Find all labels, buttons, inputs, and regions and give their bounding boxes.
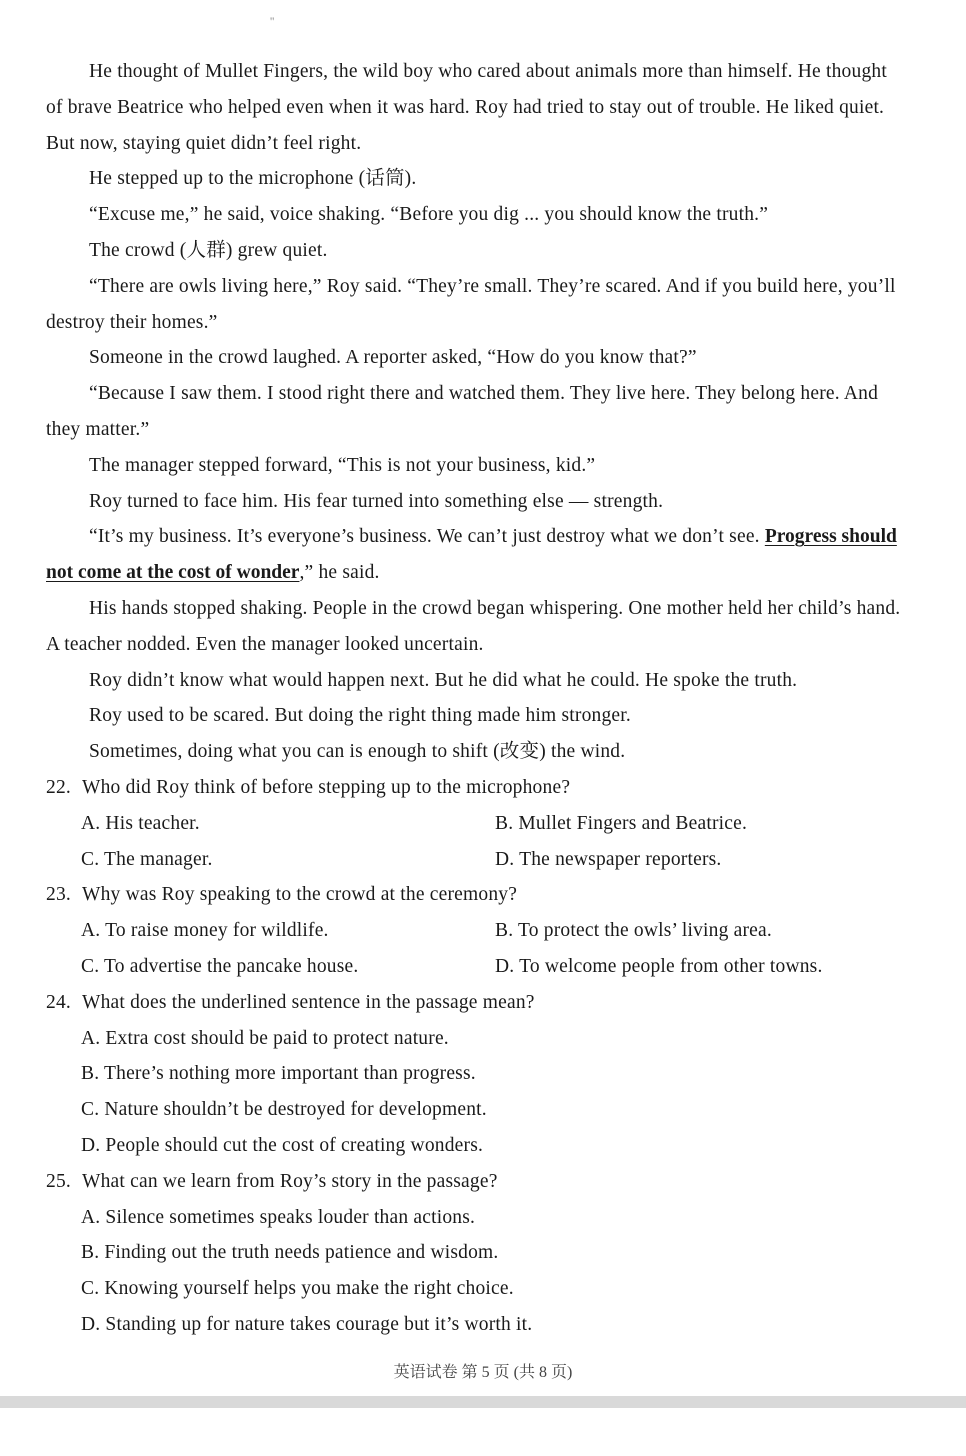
- question-text: Who did Roy think of before stepping up to the microphone?: [82, 776, 571, 798]
- option-c: C. Knowing yourself helps you make the right choice.: [81, 1278, 514, 1300]
- option-b: B. Mullet Fingers and Beatrice.: [495, 812, 748, 834]
- passage-paragraph: Roy turned to face him. His fear turned into something else — strength.: [89, 490, 664, 512]
- passage-paragraph: Sometimes, doing what you can is enough to shift (改变) the wind.: [89, 741, 626, 763]
- option-d: D. The newspaper reporters.: [495, 848, 722, 870]
- passage-paragraph: “There are owls living here,” Roy said. “They’re small. They’re scared. And if you build here, you’ll destroy their homes.”: [46, 275, 896, 333]
- question-text: Why was Roy speaking to the crowd at the ceremony?: [82, 884, 518, 906]
- question-22: [46, 770, 906, 806]
- option-c: C. To advertise the pancake house.: [81, 955, 359, 977]
- question-number: 24.: [46, 991, 71, 1013]
- passage-paragraph: He stepped up to the microphone (话筒).: [89, 168, 417, 190]
- question-number: 23.: [46, 884, 71, 906]
- blank-area: [0, 1408, 966, 1456]
- passage-paragraph: His hands stopped shaking. People in the crowd began whispering. One mother held her child’s hand. A teacher nodded. Even the manager looked uncertain.: [46, 597, 901, 655]
- passage-text: ,” he said.: [299, 562, 380, 584]
- options-22: [81, 806, 906, 878]
- reading-content: [46, 54, 906, 1343]
- option-d: D. Standing up for nature takes courage but it’s worth it.: [81, 1313, 533, 1335]
- option-d: D. To welcome people from other towns.: [495, 955, 823, 977]
- question-text: What can we learn from Roy’s story in the passage?: [82, 1170, 498, 1192]
- passage-paragraph: Someone in the crowd laughed. A reporter asked, “How do you know that?”: [89, 347, 697, 369]
- question-23: [46, 877, 906, 913]
- option-b: B. There’s nothing more important than progress.: [81, 1063, 476, 1085]
- option-a: A. To raise money for wildlife.: [81, 920, 329, 942]
- passage-paragraph: “Because I saw them. I stood right there and watched them. They live here. They belong here. And they matter.”: [46, 383, 879, 440]
- bottom-divider: [0, 1396, 966, 1408]
- option-b: B. To protect the owls’ living area.: [495, 920, 772, 942]
- question-25: [46, 1164, 906, 1200]
- passage-paragraph: Roy didn’t know what would happen next. But he did what he could. He spoke the truth.: [89, 669, 798, 691]
- passage-paragraph: He thought of Mullet Fingers, the wild boy who cared about animals more than himself. He thought of brave Beatrice who helped even when it was hard. Roy had tried to stay out of trouble. He liked quiet. But now, staying quiet didn’t feel right.: [46, 61, 887, 154]
- page-footer: 英语试卷 第 5 页 (共 8 页): [393, 1364, 573, 1381]
- passage-paragraph: The crowd (人群) grew quiet.: [89, 239, 328, 261]
- passage-paragraph: The manager stepped forward, “This is not your business, kid.”: [89, 454, 596, 476]
- option-b: B. Finding out the truth needs patience and wisdom.: [81, 1242, 499, 1264]
- option-d: D. People should cut the cost of creating wonders.: [81, 1134, 484, 1156]
- options-23: [81, 913, 906, 985]
- option-c: C. Nature shouldn’t be destroyed for development.: [81, 1099, 487, 1121]
- option-a: A. His teacher.: [81, 812, 200, 834]
- passage-paragraph: “Excuse me,” he said, voice shaking. “Before you dig ... you should know the truth.”: [89, 204, 769, 226]
- question-number: 25.: [46, 1170, 71, 1192]
- option-c: C. The manager.: [81, 848, 213, 870]
- page-top-mark: '': [270, 14, 275, 28]
- passage-paragraph: [46, 519, 906, 591]
- question-number: 22.: [46, 776, 71, 798]
- passage-paragraph: Roy used to be scared. But doing the right thing made him stronger.: [89, 705, 631, 727]
- option-a: A. Silence sometimes speaks louder than actions.: [81, 1206, 476, 1228]
- question-24: [46, 985, 906, 1021]
- option-a: A. Extra cost should be paid to protect nature.: [81, 1027, 449, 1049]
- question-text: What does the underlined sentence in the passage mean?: [82, 991, 535, 1013]
- passage-text: “It’s my business. It’s everyone’s business. We can’t just destroy what we don’t see.: [89, 526, 760, 548]
- underlined-sentence: Progress should not come at the cost of wonder: [46, 526, 897, 584]
